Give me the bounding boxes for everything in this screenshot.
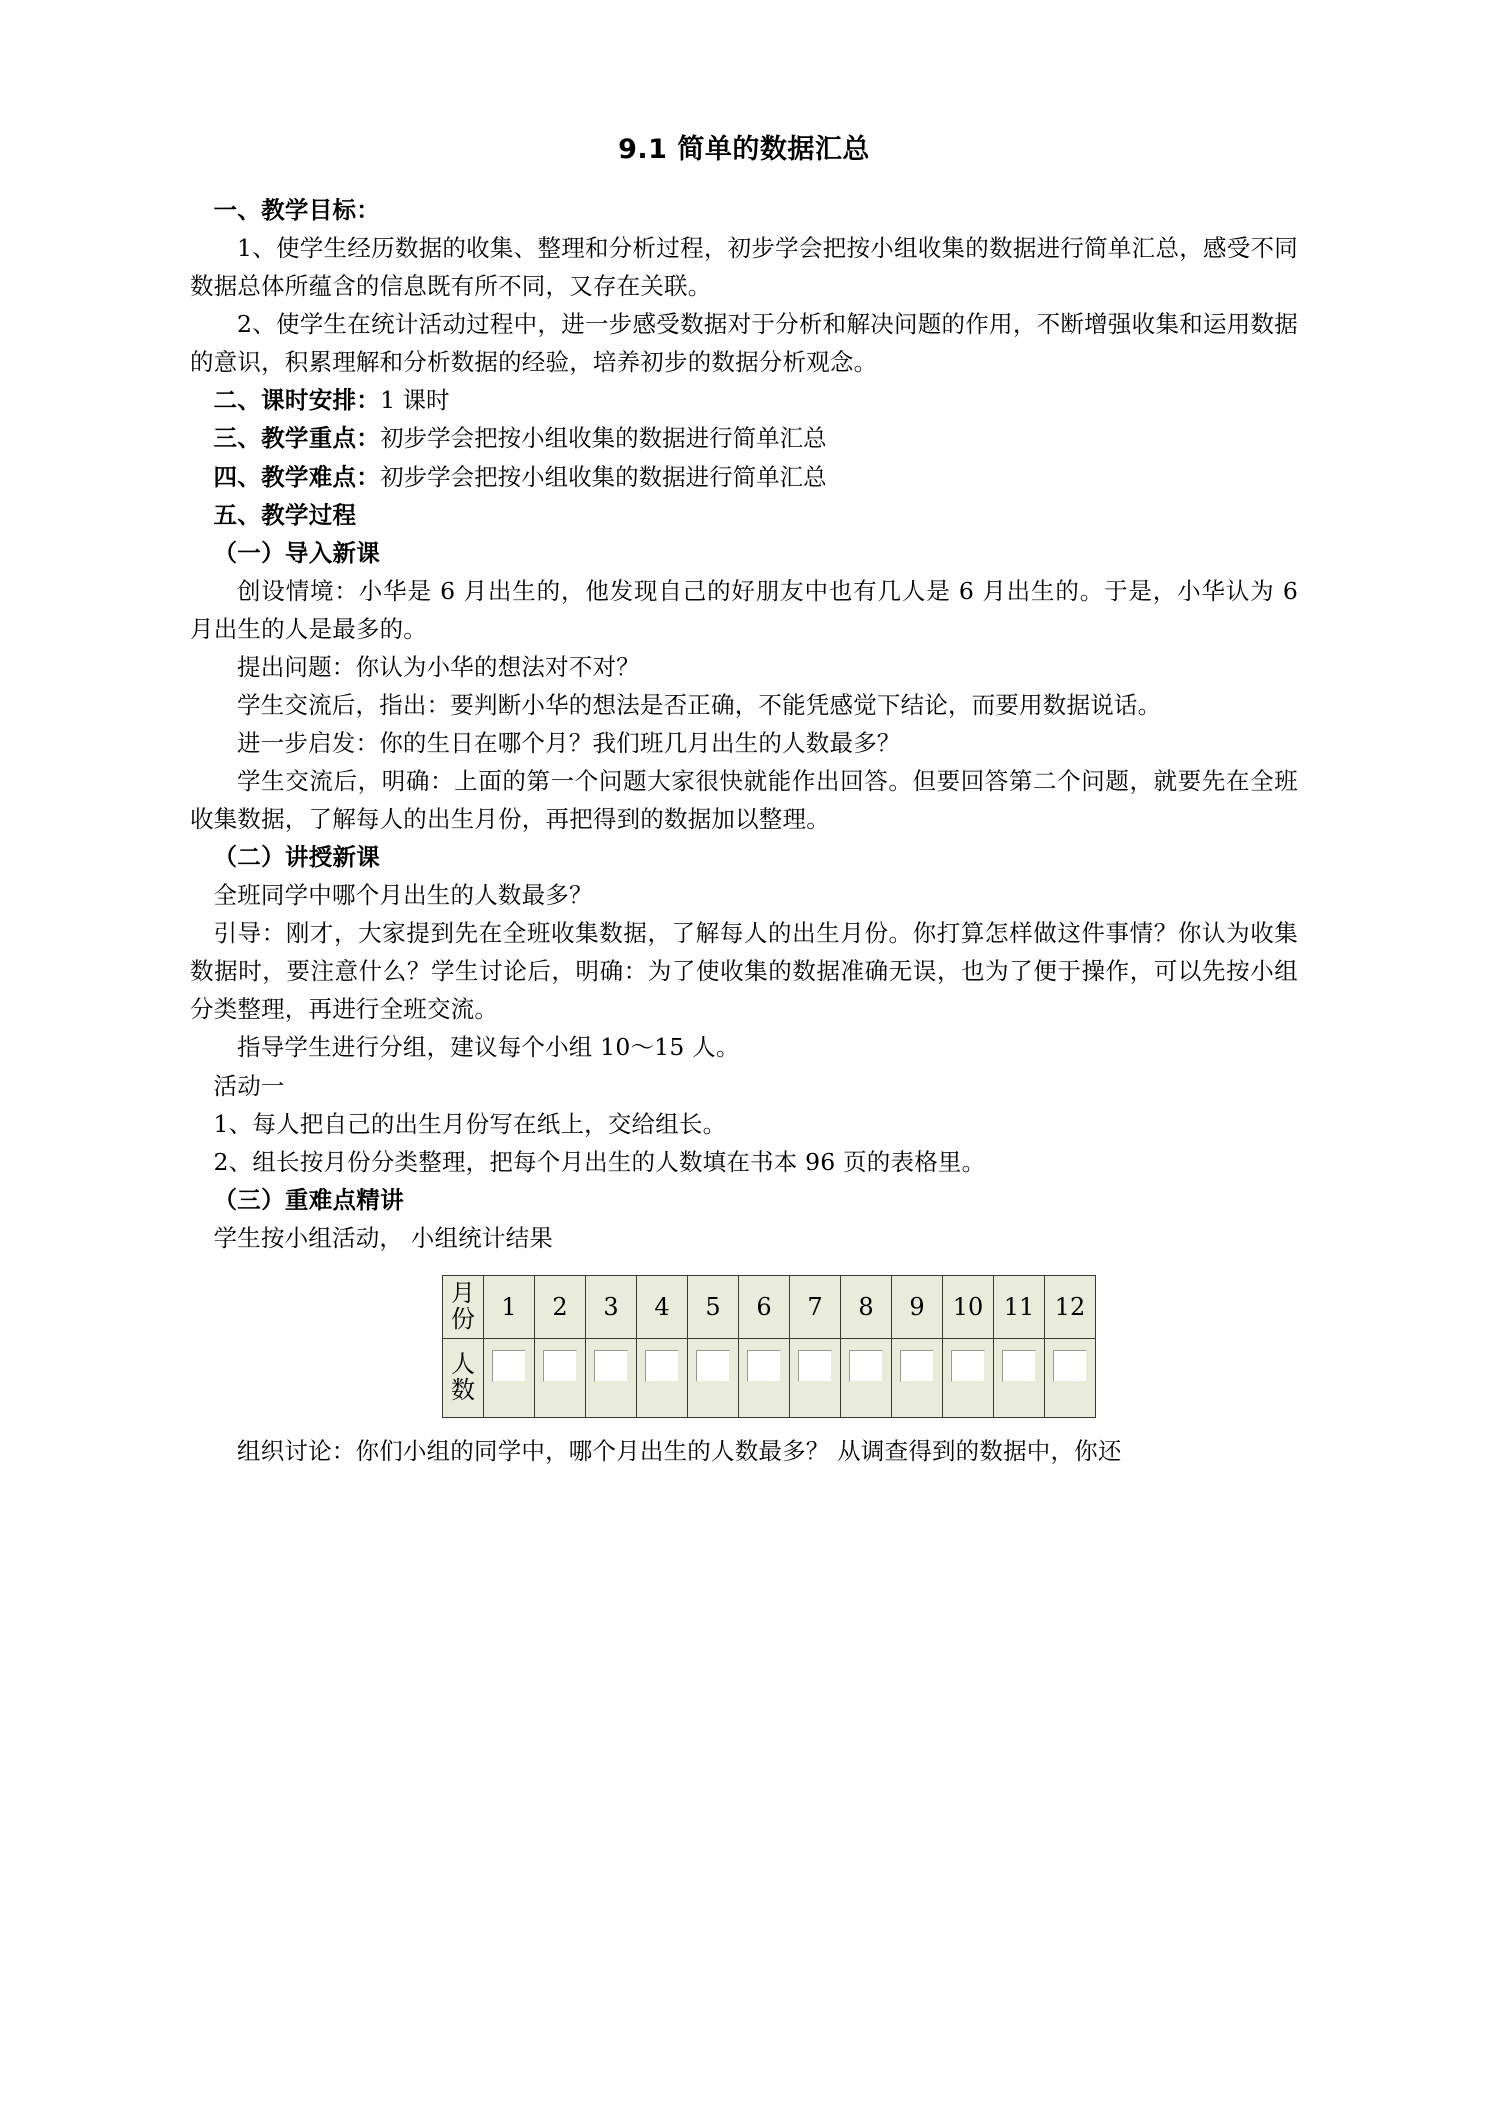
section-schedule-value: 1 课时 [380,386,450,415]
group-activity-paragraph: 学生按小组活动， 小组统计结果 [213,1223,553,1252]
count-cell-8[interactable] [841,1338,892,1417]
lecture-paragraph-1: 全班同学中哪个月出生的人数最多？ [213,881,593,910]
count-cell-5[interactable] [688,1338,739,1417]
section-heading-schedule [190,381,1298,419]
section-heading-key-point [190,419,1298,457]
count-input-8[interactable] [849,1350,883,1382]
activity-step-1: 1、每人把自己的出生月份写在纸上，交给组长。 [213,1109,727,1138]
birth-month-statistics-table [442,1275,1096,1418]
section-difficulty-value: 初步学会把按小组收集的数据进行简单汇总 [380,462,827,491]
count-cell-3[interactable] [586,1338,637,1417]
row-label-count-char-1: 人 [451,1349,475,1378]
count-input-12[interactable] [1053,1350,1087,1382]
count-cell-4[interactable] [637,1338,688,1417]
count-input-6[interactable] [747,1350,781,1382]
count-input-11[interactable] [1002,1350,1036,1382]
lecture-paragraph-3: 指导学生进行分组，建议每个小组 10～15 人。 [237,1033,740,1062]
page-title: 9.1 简单的数据汇总 [618,134,870,165]
month-cell-5: 5 [688,1275,739,1338]
month-cell-11: 11 [994,1275,1045,1338]
section-heading-process-label: 五、教学过程 [213,500,357,529]
month-cell-4: 4 [637,1275,688,1338]
intro-paragraph-3: 学生交流后，指出：要判断小华的想法是否正确，不能凭感觉下结论，而要用数据说话。 [237,690,1162,719]
objective-item-1: 1、使学生经历数据的收集、整理和分析过程，初步学会把按小组收集的数据进行简单汇总，感受不同数据总体所蕴含的信息既有所不同，又存在关联。 [190,234,1298,301]
section-key-point-value: 初步学会把按小组收集的数据进行简单汇总 [380,424,827,453]
count-cell-11[interactable] [994,1338,1045,1417]
count-input-2[interactable] [543,1350,577,1382]
month-cell-7: 7 [790,1275,841,1338]
section-heading-difficulty [190,458,1298,496]
month-cell-8: 8 [841,1275,892,1338]
count-cell-6[interactable] [739,1338,790,1417]
table-row-counts [443,1338,1096,1417]
intro-paragraph-1: 创设情境：小华是 6 月出生的，他发现自己的好朋友中也有几人是 6 月出生的。于是，小华认为 6 月出生的人是最多的。 [190,576,1298,643]
month-cell-3: 3 [586,1275,637,1338]
month-cell-1: 1 [484,1275,535,1338]
row-label-count-char-2: 数 [451,1375,475,1404]
discussion-paragraph: 组织讨论：你们小组的同学中，哪个月出生的人数最多？ 从调查得到的数据中，你还 [237,1436,1122,1465]
intro-paragraph-4: 进一步启发：你的生日在哪个月？我们班几月出生的人数最多？ [237,728,901,757]
subsection-heading-keydifficult [190,1181,1298,1219]
month-cell-12: 12 [1045,1275,1096,1338]
month-cell-9: 9 [892,1275,943,1338]
count-input-5[interactable] [696,1350,730,1382]
count-input-7[interactable] [798,1350,832,1382]
subsection-heading-lecture-label: （二）讲授新课 [213,843,381,872]
month-cell-10: 10 [943,1275,994,1338]
count-cell-10[interactable] [943,1338,994,1417]
section-heading-schedule-label: 二、课时安排： [213,386,381,415]
count-input-1[interactable] [492,1350,526,1382]
section-heading-process [190,496,1298,534]
birth-month-table-wrapper [190,1275,1298,1418]
section-heading-difficulty-label: 四、教学难点： [213,462,381,491]
count-input-3[interactable] [594,1350,628,1382]
subsection-heading-intro [190,534,1298,572]
row-label-count [443,1338,484,1417]
count-cell-2[interactable] [535,1338,586,1417]
count-input-10[interactable] [951,1350,985,1382]
section-heading-key-point-label: 三、教学重点： [213,424,381,453]
count-cell-9[interactable] [892,1338,943,1417]
count-input-4[interactable] [645,1350,679,1382]
count-cell-7[interactable] [790,1338,841,1417]
count-input-9[interactable] [900,1350,934,1382]
row-label-month [443,1275,484,1338]
row-label-month-char-2: 份 [451,1304,475,1333]
subsection-heading-keydifficult-label: （三）重难点精讲 [213,1185,404,1214]
count-cell-12[interactable] [1045,1338,1096,1417]
table-row-months [443,1275,1096,1338]
month-cell-2: 2 [535,1275,586,1338]
intro-paragraph-2: 提出问题：你认为小华的想法对不对？ [237,652,640,681]
month-cell-6: 6 [739,1275,790,1338]
lecture-paragraph-2: 引导：刚才，大家提到先在全班收集数据，了解每人的出生月份。你打算怎样做这件事情？你认为收集数据时，要注意什么？学生讨论后，明确：为了使收集的数据准确无误，也为了便于操作，可以先按小组分类整理，再进行全班交流。 [190,919,1298,1024]
section-heading-objectives [190,191,1298,229]
subsection-heading-intro-label: （一）导入新课 [213,538,381,567]
objective-item-2: 2、使学生在统计活动过程中，进一步感受数据对于分析和解决问题的作用，不断增强收集和运用数据的意识，积累理解和分析数据的经验，培养初步的数据分析观念。 [190,310,1298,377]
row-label-month-char-1: 月 [451,1278,475,1307]
count-cell-1[interactable] [484,1338,535,1417]
section-heading-objectives-label: 一、教学目标： [213,196,381,225]
activity-label: 活动一 [213,1071,285,1100]
subsection-heading-lecture [190,838,1298,876]
activity-step-2: 2、组长按月份分类整理，把每个月出生的人数填在书本 96 页的表格里。 [213,1147,986,1176]
intro-paragraph-5: 学生交流后，明确：上面的第一个问题大家很快就能作出回答。但要回答第二个问题，就要先在全班收集数据，了解每人的出生月份，再把得到的数据加以整理。 [190,767,1298,834]
